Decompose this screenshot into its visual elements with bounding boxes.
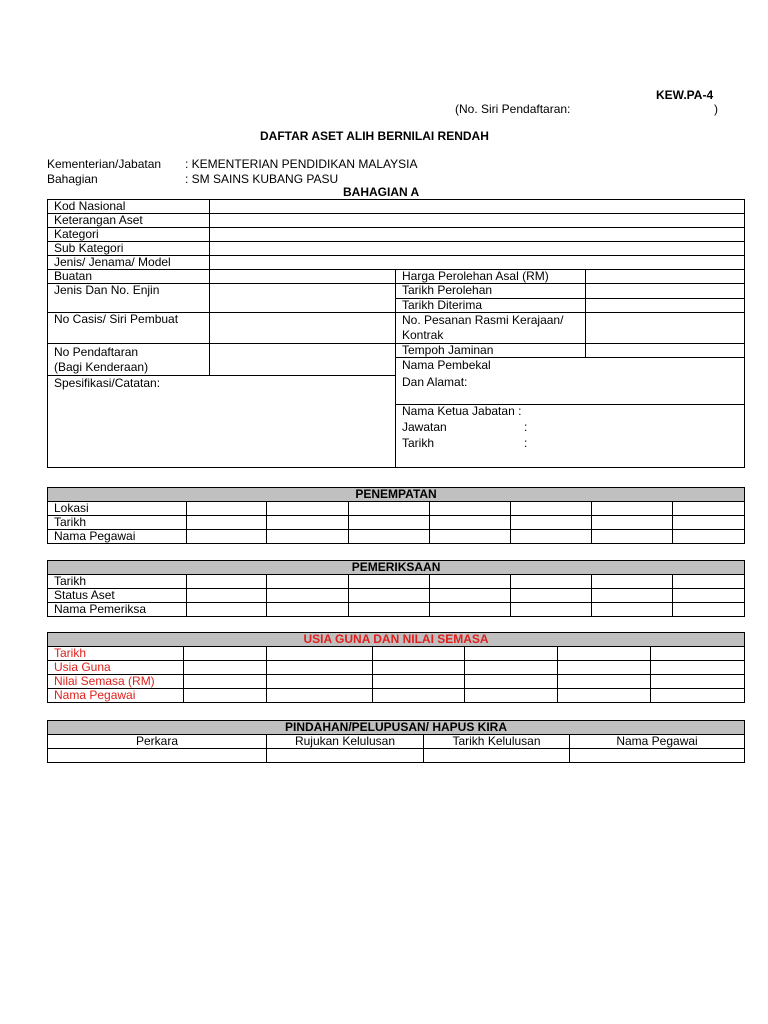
serial-number-label: (No. Siri Pendaftaran: <box>455 102 571 116</box>
jenis-jenama-model-field[interactable] <box>210 256 745 270</box>
jenis-no-enjin-label: Jenis Dan No. Enjin <box>48 284 210 313</box>
penempatan-row-label: Nama Pegawai <box>48 530 187 544</box>
penempatan-row-label: Lokasi <box>48 502 187 516</box>
keterangan-aset-field[interactable] <box>210 214 745 228</box>
cell[interactable] <box>349 575 430 589</box>
jawatan-colon: : <box>524 420 528 434</box>
cell[interactable] <box>558 675 651 689</box>
jawatan-label: Jawatan <box>402 420 447 434</box>
pemeriksaan-row-label: Tarikh <box>48 575 187 589</box>
cell[interactable] <box>673 502 745 516</box>
nama-ketua-label: Nama Ketua Jabatan : <box>402 404 522 418</box>
cell[interactable] <box>570 749 745 763</box>
cell[interactable] <box>592 502 673 516</box>
cell[interactable] <box>267 647 373 661</box>
pindahan-title: PINDAHAN/PELUPUSAN/ HAPUS KIRA <box>48 721 745 735</box>
ministry-value: : KEMENTERIAN PENDIDIKAN MALAYSIA <box>185 157 418 171</box>
pindahan-table <box>47 720 745 763</box>
cell[interactable] <box>430 516 511 530</box>
tarikh-label: Tarikh <box>402 436 435 450</box>
cell[interactable] <box>48 749 267 763</box>
no-pendaftaran-label: No Pendaftaran (Bagi Kenderaan) <box>48 344 210 376</box>
tempoh-jaminan-field[interactable] <box>586 344 745 358</box>
serial-number-close: ) <box>714 102 718 116</box>
tempoh-jaminan-label: Tempoh Jaminan <box>396 344 586 358</box>
pindahan-col-header: Rujukan Kelulusan <box>267 735 424 749</box>
cell[interactable] <box>187 530 267 544</box>
kategori-label: Kategori <box>48 228 210 242</box>
pemeriksaan-table <box>47 560 745 617</box>
cell[interactable] <box>558 647 651 661</box>
cell[interactable] <box>430 603 511 617</box>
cell[interactable] <box>187 502 267 516</box>
cell[interactable] <box>465 661 558 675</box>
cell[interactable] <box>511 603 592 617</box>
cell[interactable] <box>184 661 267 675</box>
buatan-label: Buatan <box>48 270 210 284</box>
cell[interactable] <box>267 749 424 763</box>
cell[interactable] <box>187 603 267 617</box>
usia-guna-row-label: Usia Guna <box>48 661 184 675</box>
cell[interactable] <box>592 603 673 617</box>
cell[interactable] <box>187 575 267 589</box>
no-casis-field[interactable] <box>210 313 396 344</box>
cell[interactable] <box>187 589 267 603</box>
cell[interactable] <box>373 647 465 661</box>
cell[interactable] <box>267 530 349 544</box>
cell[interactable] <box>267 675 373 689</box>
cell[interactable] <box>267 502 349 516</box>
no-pesanan-field[interactable] <box>586 313 745 344</box>
cell[interactable] <box>465 689 558 703</box>
nama-pembekal-field[interactable]: Nama Pembekal Dan Alamat: <box>396 358 745 405</box>
harga-perolehan-label: Harga Perolehan Asal (RM) <box>396 270 586 284</box>
usia-guna-table <box>47 632 745 703</box>
cell[interactable] <box>511 530 592 544</box>
cell[interactable] <box>184 675 267 689</box>
cell[interactable] <box>349 516 430 530</box>
cell[interactable] <box>673 530 745 544</box>
no-casis-label: No Casis/ Siri Pembuat <box>48 313 210 344</box>
cell[interactable] <box>430 502 511 516</box>
division-value: : SM SAINS KUBANG PASU <box>185 172 339 186</box>
pemeriksaan-title: PEMERIKSAAN <box>48 561 745 575</box>
cell[interactable] <box>187 516 267 530</box>
cell[interactable] <box>651 647 745 661</box>
pemeriksaan-row-label: Status Aset <box>48 589 187 603</box>
penempatan-row-label: Tarikh <box>48 516 187 530</box>
cell[interactable] <box>373 661 465 675</box>
no-pendaftaran-field[interactable] <box>210 344 396 376</box>
ministry-label: Kementerian/Jabatan <box>47 157 162 171</box>
sub-kategori-field[interactable] <box>210 242 745 256</box>
cell[interactable] <box>465 675 558 689</box>
section-a-table <box>47 199 745 468</box>
cell[interactable] <box>267 575 349 589</box>
tarikh-perolehan-field[interactable] <box>586 284 745 299</box>
kategori-field[interactable] <box>210 228 745 242</box>
cell[interactable] <box>373 675 465 689</box>
form-code: KEW.PA-4 <box>656 88 714 102</box>
section-a-title: BAHAGIAN A <box>343 185 420 199</box>
no-pesanan-label: No. Pesanan Rasmi Kerajaan/ Kontrak <box>396 313 586 344</box>
cell[interactable] <box>592 516 673 530</box>
buatan-field[interactable] <box>210 270 396 284</box>
jenis-no-enjin-field[interactable] <box>210 284 396 313</box>
cell[interactable] <box>430 589 511 603</box>
pindahan-col-header: Tarikh Kelulusan <box>424 735 570 749</box>
cell[interactable] <box>511 589 592 603</box>
cell[interactable] <box>430 530 511 544</box>
cell[interactable] <box>267 603 349 617</box>
cell[interactable] <box>184 689 267 703</box>
pindahan-col-header: Nama Pegawai <box>570 735 745 749</box>
cell[interactable] <box>558 661 651 675</box>
cell[interactable] <box>511 502 592 516</box>
form-title: DAFTAR ASET ALIH BERNILAI RENDAH <box>260 129 489 143</box>
cell[interactable] <box>465 647 558 661</box>
division-label: Bahagian <box>47 172 98 186</box>
cell[interactable] <box>651 661 745 675</box>
spesifikasi-field[interactable]: Spesifikasi/Catatan: <box>48 376 396 468</box>
penempatan-title: PENEMPATAN <box>48 488 745 502</box>
cell[interactable] <box>267 516 349 530</box>
jenis-jenama-model-label: Jenis/ Jenama/ Model <box>48 256 210 270</box>
tarikh-diterima-label: Tarikh Diterima <box>396 298 586 313</box>
cell[interactable] <box>184 647 267 661</box>
usia-guna-row-label: Nilai Semasa (RM) <box>48 675 184 689</box>
cell[interactable] <box>592 530 673 544</box>
cell[interactable] <box>349 603 430 617</box>
tarikh-colon: : <box>524 436 528 450</box>
pemeriksaan-row-label: Nama Pemeriksa <box>48 603 187 617</box>
keterangan-aset-label: Keterangan Aset <box>48 214 210 228</box>
cell[interactable] <box>349 589 430 603</box>
cell[interactable] <box>673 603 745 617</box>
cell[interactable] <box>511 516 592 530</box>
harga-perolehan-field[interactable] <box>586 270 745 284</box>
kod-nasional-label: Kod Nasional <box>48 200 210 214</box>
cell[interactable] <box>511 575 592 589</box>
cell[interactable] <box>592 589 673 603</box>
cell[interactable] <box>673 516 745 530</box>
cell[interactable] <box>267 661 373 675</box>
cell[interactable] <box>373 689 465 703</box>
tarikh-diterima-field[interactable] <box>586 298 745 313</box>
usia-guna-row-label: Tarikh <box>48 647 184 661</box>
sub-kategori-label: Sub Kategori <box>48 242 210 256</box>
pindahan-col-header: Perkara <box>48 735 267 749</box>
penempatan-table <box>47 487 745 544</box>
ketua-jabatan-block[interactable] <box>396 405 745 468</box>
usia-guna-title: USIA GUNA DAN NILAI SEMASA <box>48 633 745 647</box>
cell[interactable] <box>267 689 373 703</box>
cell[interactable] <box>349 502 430 516</box>
cell[interactable] <box>424 749 570 763</box>
tarikh-perolehan-label: Tarikh Perolehan <box>396 284 586 299</box>
cell[interactable] <box>267 589 349 603</box>
cell[interactable] <box>651 675 745 689</box>
cell[interactable] <box>673 589 745 603</box>
cell[interactable] <box>558 689 651 703</box>
cell[interactable] <box>349 530 430 544</box>
usia-guna-row-label: Nama Pegawai <box>48 689 184 703</box>
cell[interactable] <box>592 575 673 589</box>
kod-nasional-field[interactable] <box>210 200 745 214</box>
cell[interactable] <box>651 689 745 703</box>
cell[interactable] <box>430 575 511 589</box>
cell[interactable] <box>673 575 745 589</box>
